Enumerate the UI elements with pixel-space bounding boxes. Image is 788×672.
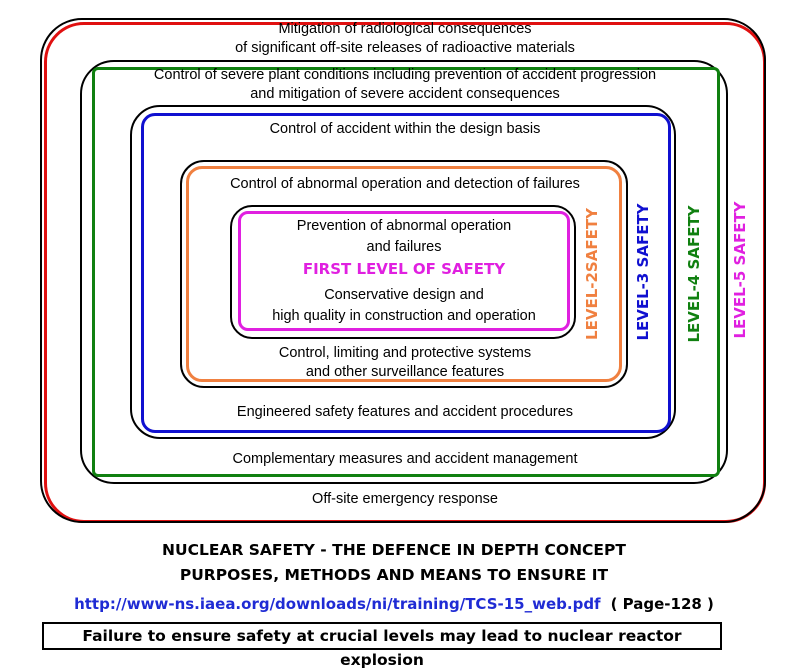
caption-line-2: PURPOSES, METHODS AND MEANS TO ENSURE IT	[179, 566, 609, 584]
level3-top-text: Control of accident within the design basis	[269, 121, 541, 137]
source-link[interactable]: http://www-ns.iaea.org/downloads/ni/training/TCS-15_web.pdf	[74, 595, 601, 613]
level4-label: LEVEL-4 SAFETY	[685, 205, 703, 343]
level2-bottom-text: Control, limiting and protective systems and other surveillance features	[278, 345, 532, 380]
level4-top-text: Control of severe plant conditions including prevention of accident progression and mitigation of severe accident consequences	[153, 67, 657, 102]
level2-top-text: Control of abnormal operation and detection of failures	[230, 176, 580, 192]
level4-bottom-text: Complementary measures and accident management	[232, 451, 578, 467]
level2-label: LEVEL-2SAFETY	[583, 208, 601, 340]
level5-top-text: Mitigation of radiological consequences of significant off-site releases of radioactive materials	[235, 21, 575, 56]
source-line	[0, 595, 788, 613]
level5-label: LEVEL-5 SAFETY	[731, 201, 749, 339]
level3-label: LEVEL-3 SAFETY	[634, 203, 652, 341]
level1-title: FIRST LEVEL OF SAFETY	[302, 260, 506, 278]
level1-top-text: Prevention of abnormal operation and failures	[296, 218, 512, 255]
level1-bottom-text: Conservative design and high quality in construction and operation	[272, 287, 536, 324]
footer-note: Failure to ensure safety at crucial levels may lead to nuclear reactor explosion	[42, 622, 722, 650]
caption-line-1: NUCLEAR SAFETY - THE DEFENCE IN DEPTH CONCEPT	[162, 541, 626, 559]
page-reference: ( Page-128 )	[610, 595, 714, 613]
level3-bottom-text: Engineered safety features and accident procedures	[236, 404, 574, 420]
level5-bottom-text: Off-site emergency response	[312, 491, 498, 507]
